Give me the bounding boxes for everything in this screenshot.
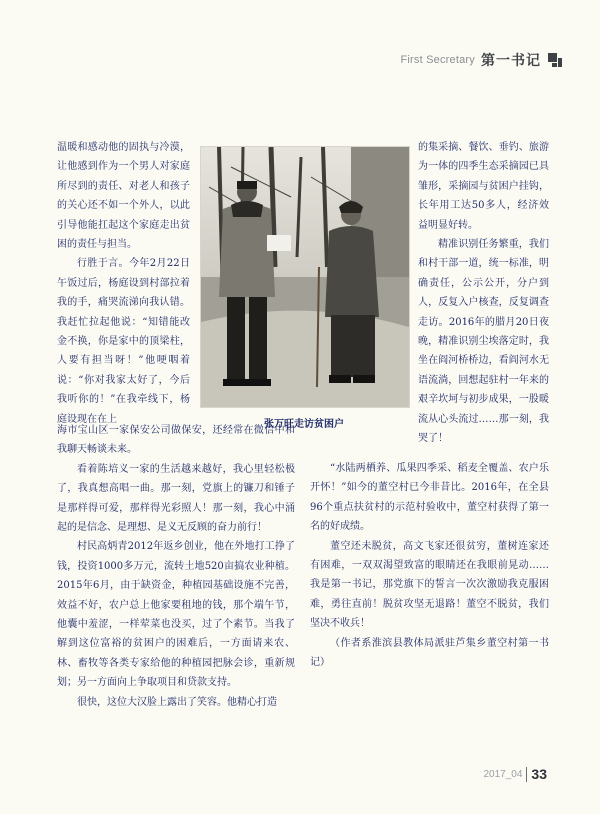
paragraph-1: 温暖和感动他的固执与冷漠，让他感到作为一个男人对家庭所尽到的责任、对老人和孩子的关心还不如一个外人，以此引导他能扛起这个家庭走出贫困的责任与担当。 — [57, 142, 190, 251]
paragraph-3: 看着陈培义一家的生活越来越好，我心里轻松极了，我真想高唱一曲。那一刻，党旗上的镰刀和锤子是那样得可爱，那样得光彩照人！那一刻，我心中涌起的是信念、是理想、是义无反顾的奋力前行！ — [57, 463, 295, 534]
paragraph-4: 村民高炳青2012年返乡创业，他在外地打工挣了钱，投资1000多万元，流转土地520亩搞农业种植。2015年6月，由于缺资金，种植园基础设施不完善，效益不好，农户总上他家要租地的钱，那个端午节，他囊中羞涩，一样荤菜也没买，过了个素节。当我了解到这位富裕的贫困户的困难后，一方面请来农、林、畜牧等各类专家给他的种植园把脉会诊，重新规划；另一方面向上争取项目和贷款支持。 — [57, 541, 295, 689]
author-note: （作者系淮滨县教体局派驻芦集乡董空村第一书记） — [310, 637, 549, 669]
photo-caption: 张万旺走访贫困户 — [264, 419, 344, 430]
paragraph-5: 很快，这位大汉脸上露出了笑容。他精心打造 — [77, 696, 277, 708]
issue-label: 2017_04 — [483, 768, 523, 780]
section-logo-icon — [548, 53, 562, 67]
left-column-top — [57, 138, 190, 429]
paragraph-6: 的集采摘、餐饮、垂钓、旅游为一体的四季生态采摘园已具雏形，采摘园与贫困户挂钩，长年用工达50多人，经济效益明显好转。 — [418, 142, 549, 231]
article-photo — [200, 146, 410, 408]
right-column-top — [418, 138, 549, 449]
section-title-en: First Secretary — [400, 54, 475, 66]
page-number: 33 — [531, 766, 547, 782]
paragraph-2-bottom: 海市宝山区一家保安公司做保安，还经常在微信中和我聊天畅谈未来。 — [57, 425, 295, 456]
paragraph-9: 董空还未脱贫，高文飞家还很贫穷，董树连家还有困难，一双双渴望致富的眼睛还在我眼前晃动……我是第一书记，那党旗下的誓言一次次激励我克服困难，勇往直前！脱贫攻坚无退路！董空不脱贫，我们坚决不收兵！ — [310, 540, 549, 630]
footer-divider — [526, 767, 527, 782]
paragraph-7: 精准识别任务繁重，我们和村干部一道，统一标准，明确责任，公示公开，分户到人，反复入户核查，反复调查走访。2016年的腊月20日夜晚，精准识别尘埃落定时，我坐在阎河桥桥边，看阎河水无语流淌，回想起驻村一年来的艰辛坎坷与初步成果，一股暖流从心头流过……那一刻，我哭了！ — [418, 239, 549, 445]
paragraph-8: “水陆两栖养、瓜果四季采、稻麦全覆盖、农户乐开怀！”如今的董空村已今非昔比。2016年，在全县96个重点扶贫村的示范村验收中，董空村获得了第一名的好成绩。 — [310, 463, 549, 533]
left-column-bottom — [57, 421, 295, 712]
photo-illustration — [201, 147, 409, 407]
paragraph-2-top: 行胜于言。今年2月22日午饭过后，杨庭设到村部拉着我的手，痛哭流涕向我认错。我赶忙拉起他说：“知错能改金不换，你是家中的顶梁柱，人要有担当呀！”他哽咽着说：“你对我家太好了，今后我听你的！”在我牵线下，杨庭设现在在上 — [57, 258, 190, 425]
right-column-bottom — [310, 459, 549, 672]
page-footer — [483, 766, 547, 782]
section-title-cn: 第一书记 — [481, 53, 541, 69]
section-header — [400, 50, 562, 70]
